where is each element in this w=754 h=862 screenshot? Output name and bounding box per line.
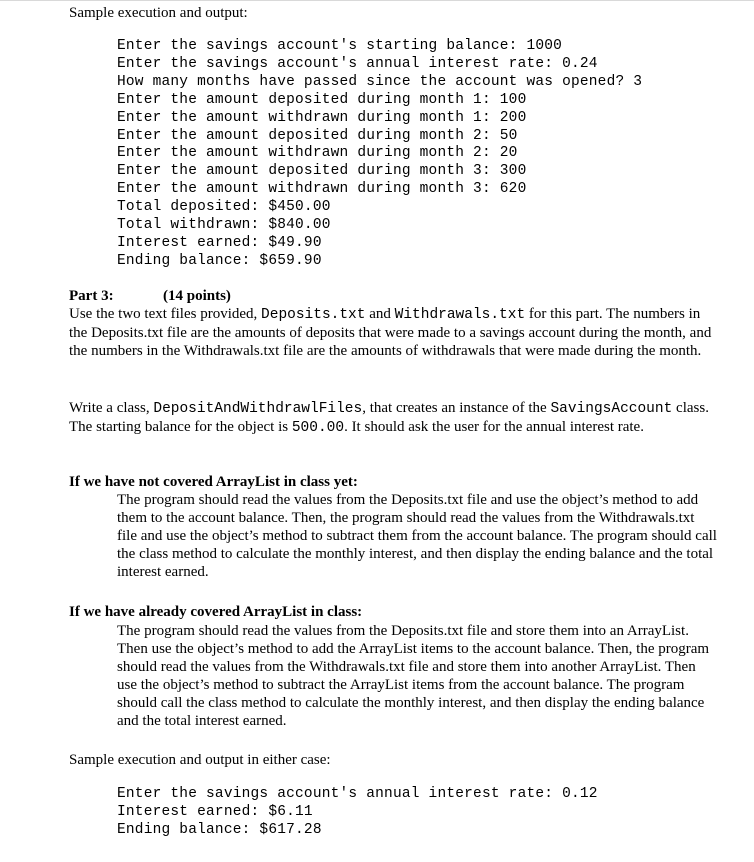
- class-description: [69, 399, 719, 437]
- intro-text: for this part. The numbers in the Deposits.txt file are the amounts of deposits that were made to a savings account during the month, and the numbers in the Withdrawals.txt file are the amounts of withdrawals that were made during the month.: [69, 306, 712, 359]
- top-divider: [0, 0, 754, 1]
- case2-heading-text: If we have already covered ArrayList in class:: [69, 604, 363, 620]
- intro-text: and: [365, 306, 395, 322]
- sample-output-block: [117, 38, 642, 271]
- output-line: Total deposited: $450.00: [117, 199, 331, 216]
- case2-heading: [69, 603, 719, 621]
- output-line: Enter the amount deposited during month 1: 100: [117, 91, 527, 108]
- output-line: Enter the savings account's annual interest rate: 0.24: [117, 55, 598, 72]
- class-text: Write a class,: [69, 400, 154, 416]
- output-line: Ending balance: $659.90: [117, 252, 322, 269]
- part-label: Part 3:: [69, 288, 114, 304]
- class-name: DepositAndWithdrawlFiles: [153, 401, 363, 417]
- deposits-filename: Deposits.txt: [261, 307, 366, 323]
- class-text: class. The starting balance for the object is: [69, 400, 709, 435]
- output-line: Enter the amount withdrawn during month 2: 20: [117, 145, 518, 162]
- output-line: Enter the savings account's annual interest rate: 0.12: [117, 786, 598, 802]
- case2-text: The program should read the values from the Deposits.txt file and store them into an ArrayList. Then use the object’s method to add the ArrayList items to the account balance. Then, the program should read the values from the Withdrawals.txt file and store them into another ArrayList. Then use the object’s method to subtract the ArrayList items from the account balance. The program should call the class method to calculate the monthly interest, and then display the ending balance and the total interest earned.: [117, 623, 710, 729]
- case1-heading: [69, 473, 719, 491]
- output-line: Total withdrawn: $840.00: [117, 217, 331, 234]
- case1-text: The program should read the values from the Deposits.txt file and use the object’s method to add them to the account balance. Then, the program should read the values from the Withdrawals.txt file and use the object’s method to subtract them from the account balance. The program should call the class method to calculate the monthly interest, and then display the ending balance and the total interest earned.: [117, 492, 717, 580]
- sample-heading: Sample execution and output:: [69, 5, 248, 21]
- output-line: Enter the amount deposited during month 2: 50: [117, 127, 518, 144]
- output-line: Interest earned: $6.11: [117, 803, 313, 820]
- starting-balance: 500.00: [291, 420, 345, 436]
- output-line: Interest earned: $49.90: [117, 234, 322, 251]
- withdrawals-filename: Withdrawals.txt: [394, 307, 526, 323]
- sample2-output-block: [117, 786, 598, 840]
- savings-class-name: SavingsAccount: [550, 401, 673, 417]
- intro-text: Use the two text files provided,: [69, 306, 262, 322]
- class-text: , that creates an instance of the: [362, 400, 551, 416]
- sample2-heading: Sample execution and output in either case:: [69, 752, 331, 768]
- part3-title: [69, 287, 719, 305]
- output-line: Enter the amount withdrawn during month 3: 620: [117, 181, 527, 198]
- part3-section: [69, 287, 719, 360]
- output-line: Enter the amount deposited during month 3: 300: [117, 163, 527, 180]
- part3-intro: [69, 305, 719, 360]
- case1-heading-text: If we have not covered ArrayList in class yet:: [69, 474, 358, 490]
- output-line: Ending balance: $617.28: [117, 821, 322, 838]
- output-line: Enter the savings account's starting balance: 1000: [117, 38, 563, 54]
- class-text: . It should ask the user for the annual interest rate.: [344, 419, 644, 435]
- output-line: Enter the amount withdrawn during month 1: 200: [117, 109, 527, 126]
- output-line: How many months have passed since the account was opened? 3: [117, 73, 643, 90]
- points-label: (14 points): [163, 288, 231, 304]
